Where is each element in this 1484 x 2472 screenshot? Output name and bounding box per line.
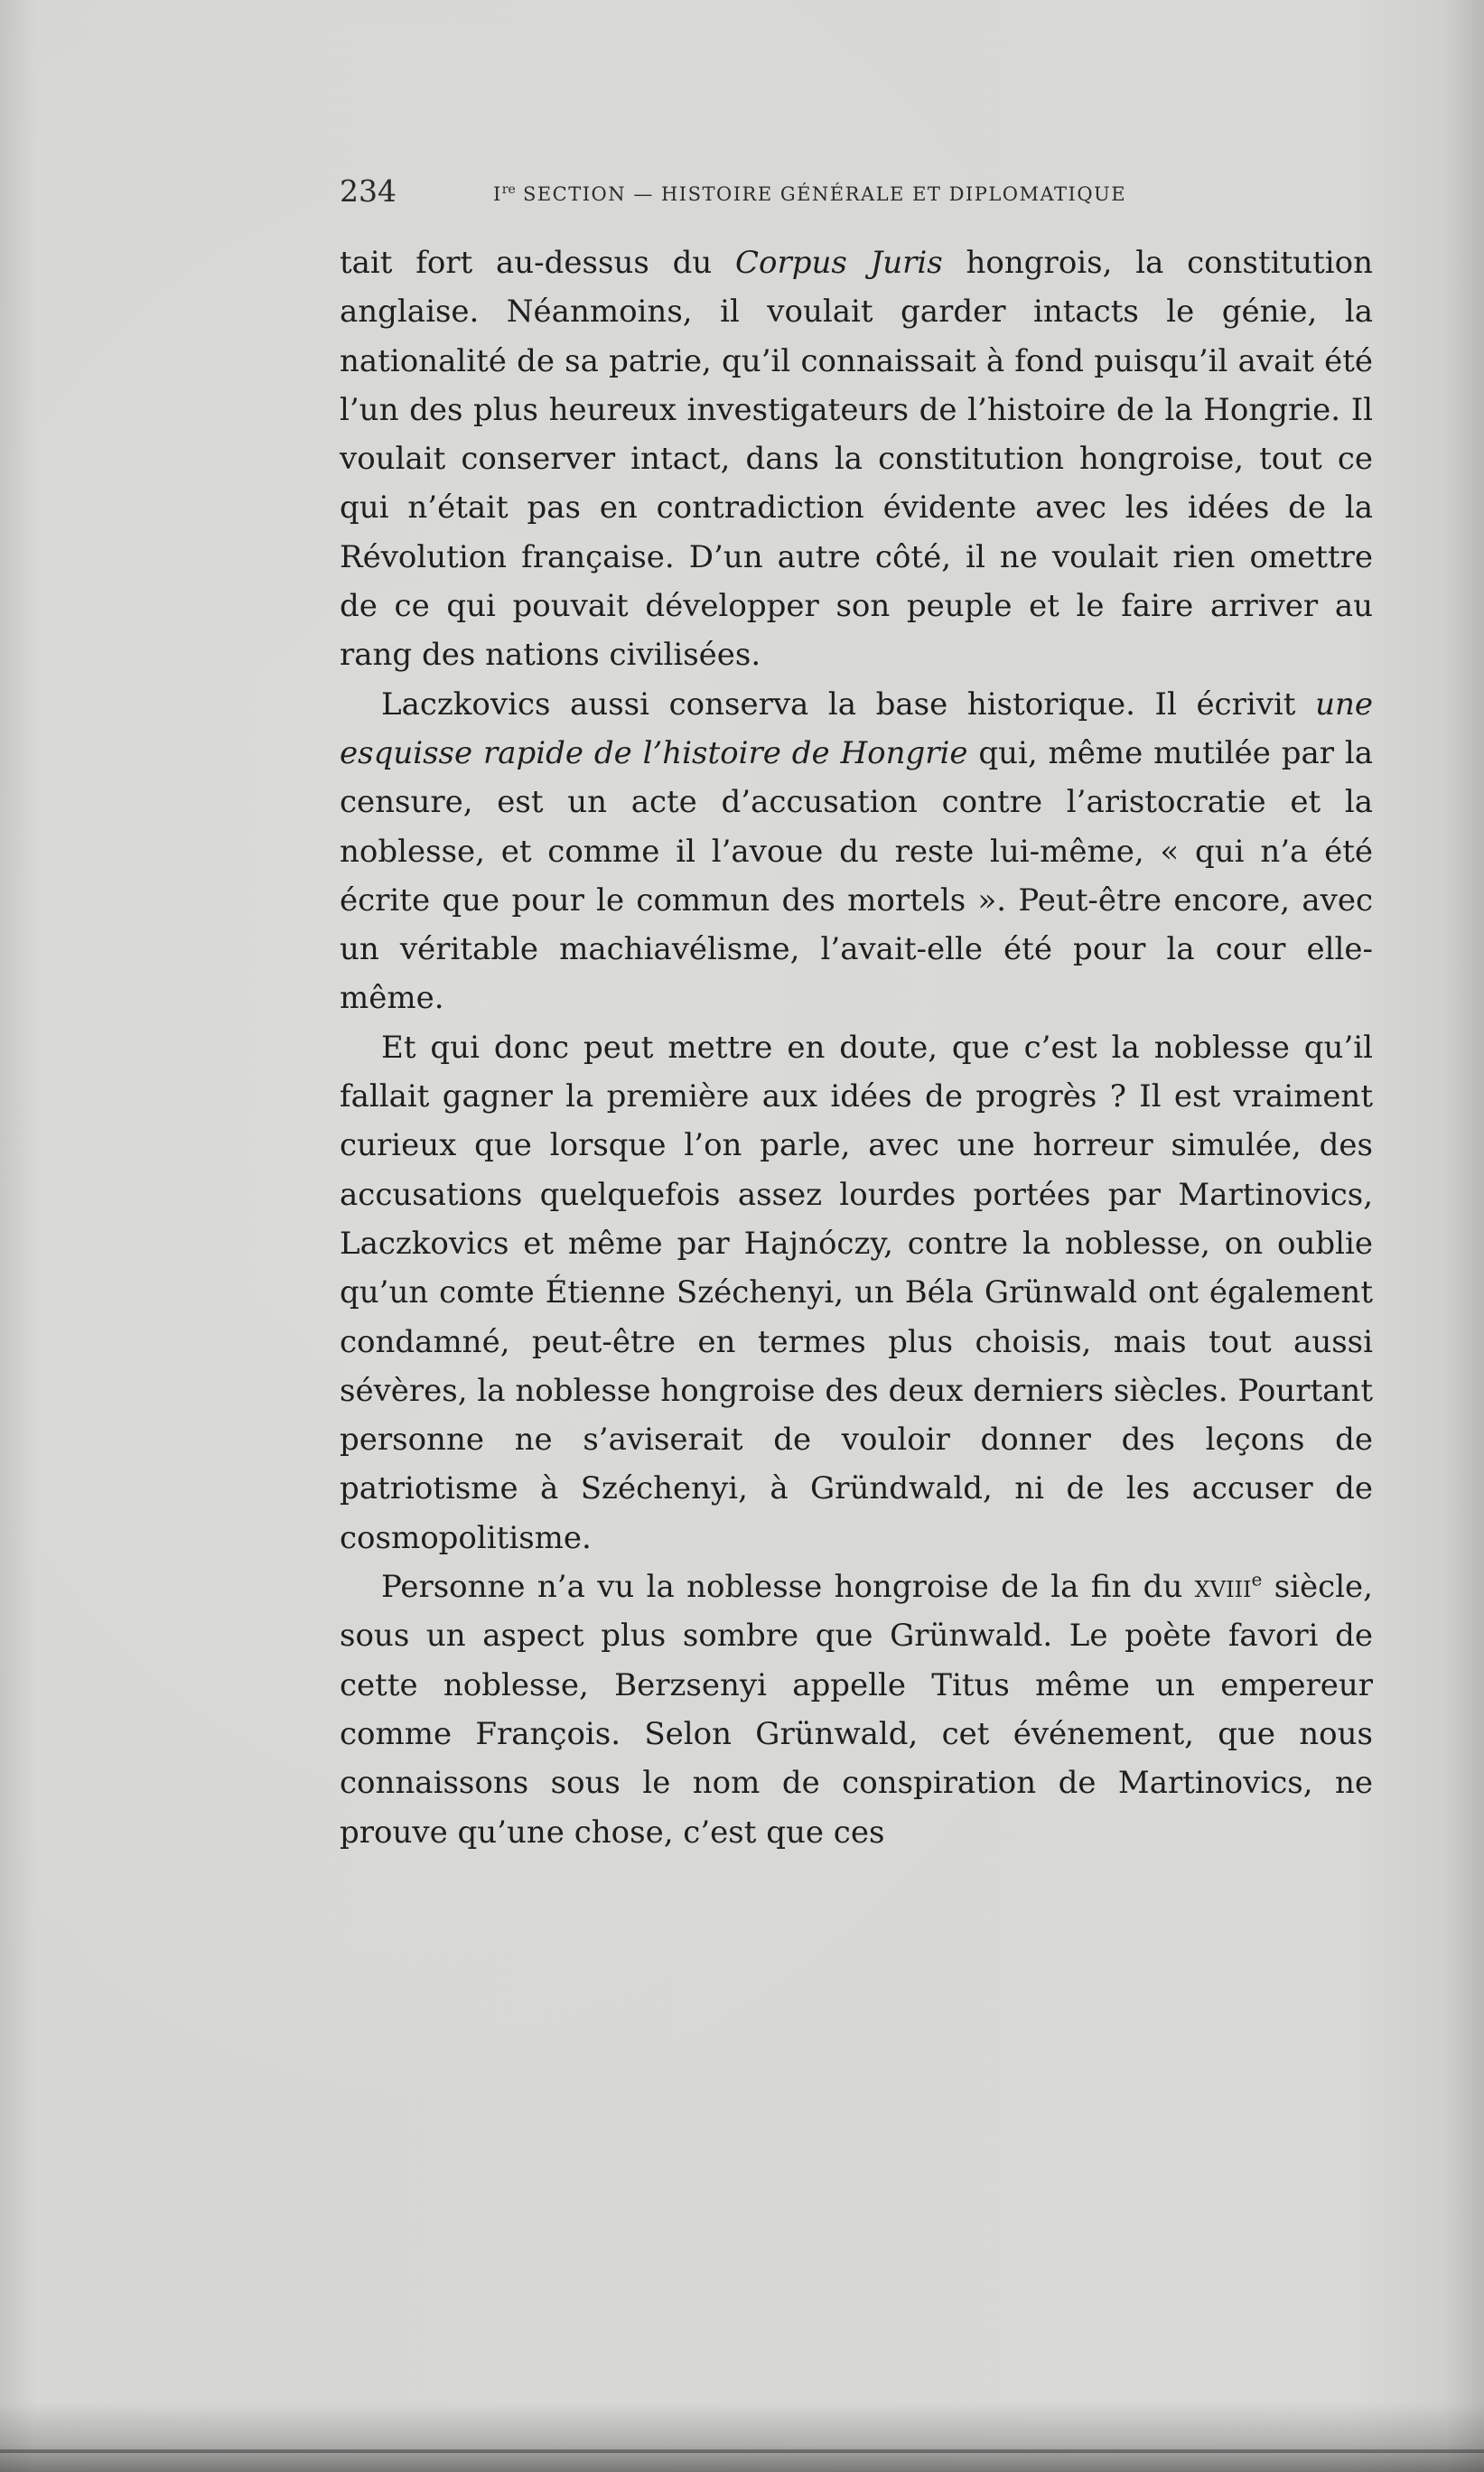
paragraph-1-text-b: hongrois, la constitution anglaise. Néanmoins, il voulait garder intacts le génie, la nationalité de sa patrie, qu’il connaissait à fond puisqu’il avait été l’un des plus heureux investigateurs de l’histoire de la Hongrie. Il voulait conserver intact, dans la constitution hongroise, tout ce qui n’était pas en contradiction évidente avec les idées de la Révolution française. D’un autre côté, il ne voulait rien omettre de ce qui pouvait développer son peuple et le faire arriver au rang des nations civilisées. <box>340 245 1373 674</box>
page-number: 234 <box>340 173 397 209</box>
body-text <box>340 238 1373 1857</box>
page-header <box>340 173 1387 219</box>
page-bottom-shadow <box>0 2402 1484 2472</box>
paragraph-4 <box>340 1562 1373 1857</box>
paragraph-1 <box>340 238 1373 680</box>
section-number: I <box>493 183 502 205</box>
paragraph-2-text-b: qui, même mutilée par la censure, est un acte d’accusation contre l’aristocratie et la noblesse, et comme il l’avoue du reste lui-même, « qui n’a été écrite que pour le commun des mortels ». Peut-être encore, avec un véritable machiavélisme, l’avait-elle été pour la cour elle-même. <box>340 734 1374 1017</box>
running-head <box>493 182 1126 205</box>
page-bottom-edge <box>0 2449 1484 2453</box>
section-number-suffix: re <box>501 182 516 197</box>
paragraph-3: Et qui donc peut mettre en doute, que c’est la noblesse qu’il fallait gagner la première aux idées de progrès ? Il est vraiment curieux que lorsque l’on parle, avec une horreur simulée, des accusations quelquefois assez lourdes portées par Martinovics, Laczkovics et même par Hajnóczy, contre la noblesse, on oublie qu’un comte Étienne Széchenyi, un Béla Grünwald ont également condamné, peut-être en termes plus choisis, mais tout aussi sévères, la noblesse hongroise des deux derniers siècles. Pourtant personne ne s’aviserait de vouloir donner des leçons de patriotisme à Széchenyi, à Gründwald, ni de les accuser de cosmopolitisme. <box>340 1029 1373 1556</box>
century-numeral-suffix: e <box>1251 1568 1263 1590</box>
section-title: SECTION — HISTOIRE GÉNÉRALE ET DIPLOMATIQUE <box>522 183 1127 205</box>
paragraph-4-text-b: siècle, sous un aspect plus sombre que Grünwald. Le poète favori de cette noblesse, Berzsenyi appelle Titus même un empereur comme François. Selon Grünwald, cet événement, que nous connaissons sous le nom de conspiration de Martinovics, ne prouve qu’une chose, c’est que ces <box>340 1569 1373 1851</box>
century-numeral: xviii <box>1194 1569 1252 1606</box>
paragraph-2-text-a: Laczkovics aussi conserva la base historique. Il écrivit <box>381 686 1316 723</box>
paragraph-4-text-a: Personne n’a vu la noblesse hongroise de la fin du <box>381 1569 1195 1606</box>
paragraph-2 <box>340 680 1373 1023</box>
paragraph-1-italic: Corpus Juris <box>735 245 943 281</box>
paragraph-1-text-a: tait fort au-dessus du <box>340 245 736 281</box>
paragraph-2-italic: une esquisse rapide de l’histoire de Hongrie <box>340 686 1373 771</box>
